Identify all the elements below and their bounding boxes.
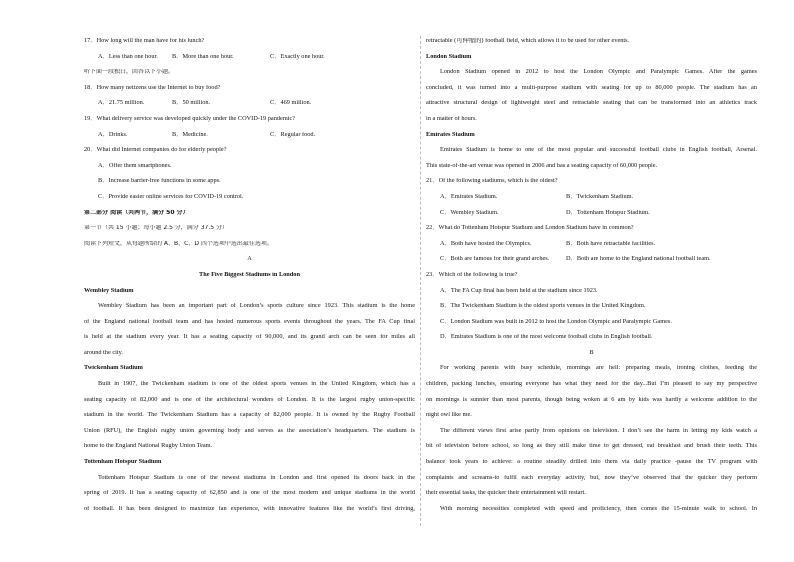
option-b: B．The Twickenham Stadium is the oldest sports venues in the United Kingdom.: [440, 303, 646, 310]
passage-letter: B: [589, 349, 594, 356]
question-22-options: [426, 256, 757, 272]
question-21: 21．Of the following stadiums, which is the oldest?: [426, 178, 558, 185]
question-21-options: [426, 194, 757, 210]
paragraph-line: Emirates Stadium is home to one of the most popular and successful football clubs in English football, Arsenal.: [440, 147, 757, 154]
paragraph-line: children, packing lunches, ensuring everyone has what they need for the day...But I’m pleased to say my perspective: [426, 381, 757, 388]
section-heading: Emirates Stadium: [426, 131, 475, 138]
option-b: B．Increase barrier-free functions in some apps.: [98, 178, 221, 185]
paragraph-line: concluded, it was turned into a multi-purpose stadium with seating for up to 80,000 people. The stadium has an: [426, 84, 757, 91]
option-a: A．Offer them smartphones.: [98, 162, 172, 169]
option-a: A．Less than one hour.: [98, 53, 158, 60]
paragraph-line: on mornings is sunnier than most parents, though being woken at 6 am by kids was hardly a welcome addition to the: [426, 396, 757, 403]
option-c: C．Both are famous for their grand arches.: [440, 256, 550, 263]
paragraph-line: of football. It has been designed to maximize fan experience, with innovative features like the world’s first driving,: [84, 505, 415, 512]
option-c: C．Wembley Stadium.: [440, 209, 499, 216]
paragraph-line: This state-of-the-art venue was opened in 2006 and has a seating capacity of 60,000 people.: [426, 162, 658, 169]
paragraph-line: home to the England National Rugby Union Team.: [84, 443, 213, 450]
option-d: D．Tottenham Hotspur Stadium.: [566, 209, 650, 216]
paragraph-line: is held at the stadium every year. It has a seating capacity of 90,000, and its grand arch can be seen for miles all: [84, 334, 415, 341]
reading-instruction: 阅读下列短文，从每题所给的 A、B、C、D 四个选项中选出最佳选项。: [84, 240, 273, 247]
passage-title: The Five Biggest Stadiums in London: [199, 271, 300, 278]
paragraph-line: Union (RFU), the English rugby union governing body and serves as the association’s headquarters. The stadium is: [84, 427, 415, 434]
question-17-options: [84, 54, 415, 70]
option-a: A．21.75 million.: [98, 100, 145, 107]
paragraph-line: retractable (可伸缩的) football field, which allows it to be used for other events.: [426, 38, 630, 44]
option-a: A．Emirates Stadium.: [440, 193, 498, 200]
paragraph-line: night owl like me.: [426, 412, 472, 419]
option-c: C．Provide easier online services for COVID-19 control.: [98, 193, 244, 200]
paragraph-line: For working parents with busy schedule, mornings are hell: preparing meals, ironing clothes, feeding the: [440, 365, 757, 372]
passage-letter: A: [247, 256, 252, 263]
question-22-options: [426, 241, 757, 257]
paragraph-line: spring of 2019. It has a seating capacity of 62,850 and is one of the most modern and unique stadiums in the world: [84, 490, 415, 497]
section-one-title: 第一节（共 15 小题；每小题 2.5 分，满分 37.5 分）: [84, 225, 228, 232]
question-19-options: [84, 132, 415, 148]
paragraph-line: Tottenham Hotspur Stadium is one of the newest stadiums in London and first opened its doors back in the: [98, 474, 415, 481]
option-a: A．Drinks.: [98, 131, 128, 138]
column-divider: [420, 36, 421, 526]
paragraph-line: in a matter of hours.: [426, 115, 477, 122]
section-heading: Wembley Stadium: [84, 287, 134, 294]
right-column: [426, 38, 757, 521]
paragraph-line: Wembley Stadium has been an important part of London’s sports culture since 1923. This stadium is the home: [98, 303, 415, 310]
paragraph-line: Built in 1907, the Twickenham stadium is one of the oldest sports venues in the United Kingdom, which has a: [98, 381, 415, 388]
paragraph-line: The different views first arise partly from opinions on television. I don’t see the harm in letting my kids watch a: [440, 427, 757, 434]
question-21-options: [426, 210, 757, 226]
paragraph-line: their essential tasks, the quicker their entertainment will restart.: [426, 490, 586, 497]
option-c: C．Regular food.: [270, 131, 316, 138]
question-17: 17．How long will the man have for his lunch?: [84, 38, 205, 44]
option-b: B．Medicine.: [172, 131, 208, 138]
paragraph-line: around the city.: [84, 349, 123, 356]
question-22: 22．What do Tottenham Hotspur Stadium and London Stadium have in common?: [426, 225, 634, 232]
section-heading: London Stadium: [426, 53, 472, 60]
option-b: B．Both have retractable facilities.: [566, 240, 656, 247]
question-20: 20．What did Internet companies do for elderly people?: [84, 147, 227, 154]
paragraph-line: stadium in the world. The Twickenham Stadium has a capacity of 82,000 people. It is owned by the Rugby Football: [84, 412, 415, 419]
option-b: B．Twickenham Stadium.: [566, 193, 634, 200]
paragraph-line: London Stadium opened in 2012 to host the London Olympic and Paralympic Games. After the games: [440, 69, 757, 76]
option-d: D．Emirates Stadium is one of the most welcome football clubs in English football.: [440, 334, 653, 341]
option-c: C．469 million.: [270, 100, 312, 107]
option-c: C．Exactly one hour.: [270, 53, 325, 60]
paragraph-line: attractive structural design of lightweight steel and retractable seating that can be transformed into an athletics track: [426, 100, 757, 107]
paragraph-line: seating capacity of 82,000 and is one of the architectural wonders of London. It is the largest rugby union-specific: [84, 396, 415, 403]
option-b: B．50 million.: [172, 100, 211, 107]
option-a: A．Both have hosted the Olympics.: [440, 240, 532, 247]
question-19: 19．What delivery service was developed quickly under the COVID-19 pandemic?: [84, 115, 296, 122]
paragraph-line: of the England national football team and has hosted numerous sports events throughout the years. The FA Cup final: [84, 318, 415, 325]
part-two-title: 第二部分 阅读（共两节，满分 50 分）: [84, 209, 189, 216]
paragraph-line: bit of television before school, so long as they still make time to get dressed, eat breakfast and brush their teeth. This: [426, 443, 757, 450]
left-column: [84, 38, 415, 521]
option-c: C．London Stadium was built in 2012 to host the London Olympic and Paralympic Games.: [440, 318, 672, 325]
option-a: A．The FA Cup final has been held at the stadium since 1923.: [440, 287, 598, 294]
paragraph-line: complaints and screams-to fulfil each everyday activity, but, now they’ve observed that the quicker they perform: [426, 474, 757, 481]
question-18: 18．How many netizens use the Internet to buy food?: [84, 84, 221, 91]
option-d: D．Both are home to the England national football team.: [566, 256, 711, 263]
paragraph-line: balance took years to achieve: a routine steadily drilled into them via daily practice -pause the TV program with: [426, 459, 757, 466]
listening-instruction: 听下面一段独白，回答以下小题。: [84, 69, 175, 76]
section-heading: Tottenham Hotspur Stadium: [84, 459, 162, 466]
question-18-options: [84, 100, 415, 116]
option-b: B．More than one hour.: [172, 53, 234, 60]
question-23: 23．Which of the following is true?: [426, 271, 518, 278]
paragraph-line: With morning necessities completed with speed and proficiency, then comes the 15-minute walk to school. In: [440, 505, 757, 512]
section-heading: Twickenham Stadium: [84, 365, 143, 372]
